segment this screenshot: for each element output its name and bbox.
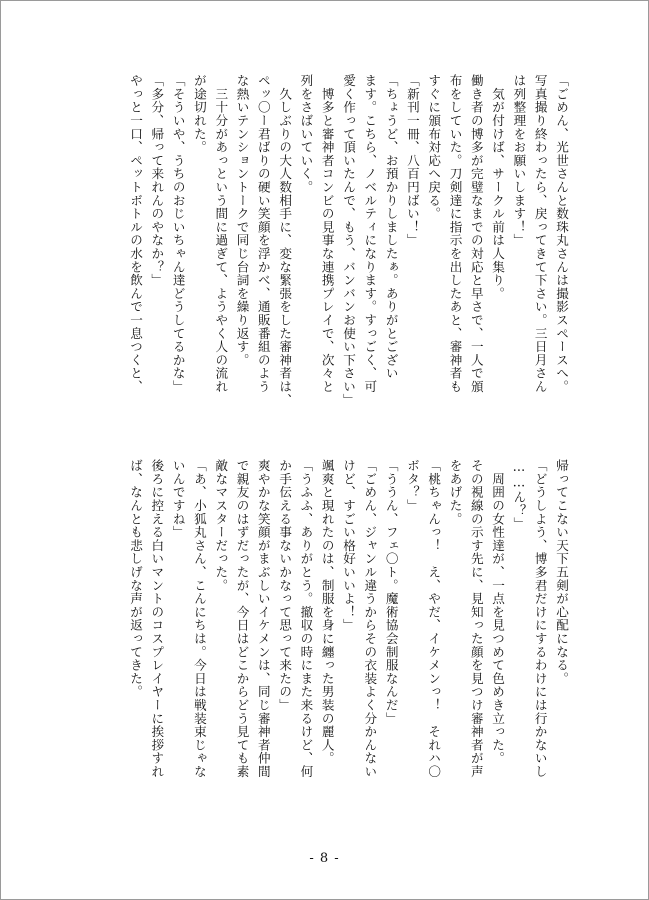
text-line: 写真撮り終わったら、戻ってきて下さい。三日月さん — [532, 74, 548, 394]
text-line: 「ううん、フェ〇ト。魔術協会制服なんだ」 — [383, 459, 399, 725]
lower-text-block — [125, 459, 572, 837]
text-line: か手伝える事ないかなって思って来たの」 — [277, 459, 293, 712]
text-line: 爽やかな笑顔がまぶしいイケメンは、同じ審神者仲間 — [255, 459, 271, 779]
text-line: 列をさばいていく。 — [298, 74, 314, 194]
text-line: ます。こちら、ノベルティになります。すっごく、可 — [362, 74, 378, 394]
text-line: をあげた。 — [447, 459, 463, 526]
text-line: 後ろに控える白いマントのコスプレイヤーに挨拶すれ — [149, 459, 165, 779]
text-line: 帰ってこない天下五剣が心配になる。 — [554, 459, 569, 686]
text-line: 久しぶりの大人数相手に、変な緊張をした審神者は、 — [277, 74, 293, 407]
text-line: 愛く作って頂いたんで、もう、バンバンお使い下さい」 — [341, 74, 357, 407]
text-line: 「桃ちゃんっ！ え、やだ、イケメンっ！ それハ〇 — [426, 459, 442, 779]
text-line: 「ちょうど、お預かりしましたぁ。ありがとござい — [383, 74, 399, 380]
text-line: が途切れた。 — [191, 74, 207, 154]
text-line: は列整理をお願いします！」 — [511, 74, 527, 247]
text-line: で親友のはずだったが、今日はどこからどう見ても素 — [234, 459, 250, 779]
text-line: 「新刊一冊、八百円ばい！」 — [404, 74, 420, 247]
text-line: ……ん？」 — [511, 459, 527, 531]
page-number: - 8 - — [309, 851, 340, 866]
text-line: 働き者の博多が完璧なまでの対応と早さで、一人で頒 — [468, 74, 484, 394]
text-line: ば、なんとも悲しげな声が返ってきた。 — [128, 459, 144, 699]
text-line: 「そういや、うちのおじいちゃん達どうしてるかな」 — [170, 74, 186, 394]
text-line: 周囲の女性達が、一点を見つめて色めき立った。 — [490, 459, 506, 765]
text-line: 颯爽と現れたのは、制服を身に纏った男装の麗人。 — [319, 459, 335, 765]
text-line: 「ごめん、ジャンル違うからその衣装よく分かんない — [362, 459, 378, 779]
text-line: 「どうしよう、博多君だけにするわけには行かないし — [532, 459, 548, 779]
text-line: 布をしていた。刀剣達に指示を出したあと、審神者も — [447, 74, 463, 394]
text-line: やっと一口、ペットボトルの水を飲んで一息つくと、 — [128, 74, 144, 394]
text-line: 博多と審神者コンビの見事な連携プレイで、次々と — [319, 74, 335, 394]
text-line: けど、すごい格好いいよ！」 — [341, 459, 357, 632]
text-line: 気が付けば、サークル前は人集り。 — [490, 74, 506, 301]
text-line: すぐに頒布対応へ戻る。 — [426, 74, 442, 221]
text-line: 「あ、小狐丸さん、こんにちは。今日は戦装束じゃな — [191, 459, 207, 779]
text-line: 「ごめん、光世さんと数珠丸さんは撮影スペースへ。 — [554, 74, 569, 394]
text-line: 三十分があっという間に過ぎて、ようやく人の流れ — [213, 74, 229, 394]
text-line: いんですね」 — [170, 459, 186, 539]
text-line: ペッ〇ー君ばりの硬い笑顔を浮かべ、通販番組のよう — [255, 74, 271, 394]
text-line: な熱いテンショントークで同じ台詞を繰り返す。 — [234, 74, 250, 367]
text-line: 「うふふ、ありがとう。撤収の時にまた来るけど、何 — [298, 459, 314, 779]
text-line: 敵なマスターだった。 — [213, 459, 229, 592]
text-line: ボタ？」 — [404, 459, 420, 513]
text-line: その視線の示す先に、見知った顔を見つけ審神者が声 — [468, 459, 484, 779]
text-line: 「多分、帰って来れんのやなか？」 — [149, 74, 165, 287]
upper-text-block — [125, 74, 572, 434]
